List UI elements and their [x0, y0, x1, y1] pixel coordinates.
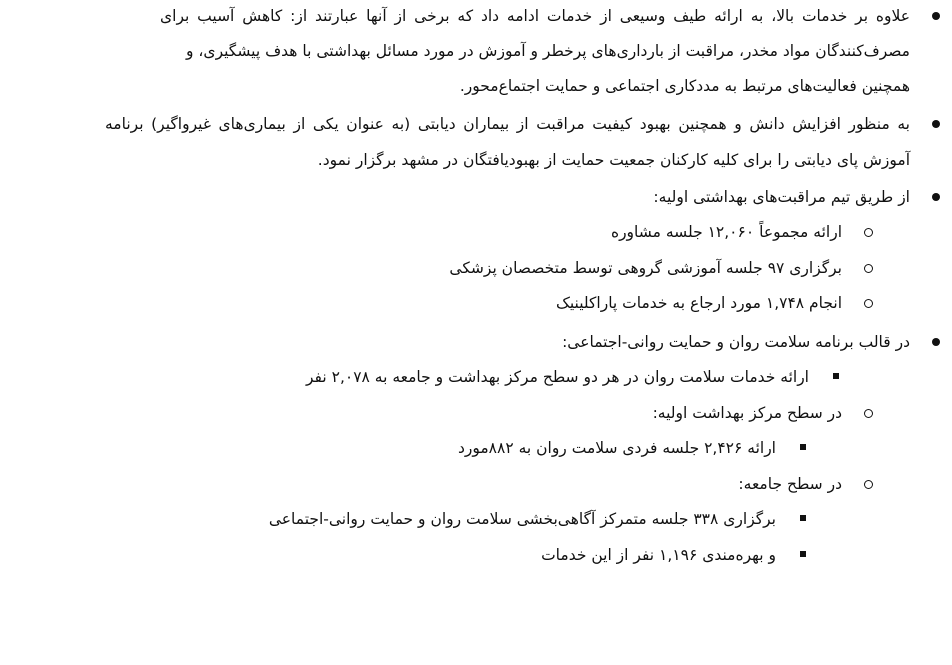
paragraph-line: مصرف‌کنندگان مواد مخدر، مراقبت از بارداری‌های پرخطر و آموزش در مورد مسائل بهداشتی با هدف پیشگیری، و: [186, 42, 910, 60]
sub-list-item-text: انجام ۱,۷۴۸ مورد ارجاع به خدمات پاراکلینیک: [556, 294, 842, 312]
list-item-continuation: [0, 33, 952, 69]
sub-list-item: [0, 250, 952, 286]
sub-list-item-text: ارائه مجموعاً ۱۲,۰۶۰ جلسه مشاوره: [610, 223, 842, 241]
sub-sub-list-item: [0, 430, 952, 466]
sub-list-item-text: در سطح جامعه:: [738, 475, 842, 493]
bullet-circle-icon: [864, 466, 873, 502]
bullet-disc-icon: [932, 324, 940, 360]
bullet-circle-icon: [864, 250, 873, 286]
sub-sub-list-item-text: و بهره‌مندی ۱,۱۹۶ نفر از این خدمات: [541, 546, 776, 564]
list-item: [0, 324, 952, 360]
list-item-text: از طریق تیم مراقبت‌های بهداشتی اولیه:: [653, 188, 910, 206]
list-item: [0, 179, 952, 215]
bullet-square-icon: [800, 501, 806, 537]
sub-list-item-text: برگزاری ۹۷ جلسه آموزشی گروهی توسط متخصصان پزشکی: [449, 259, 842, 277]
bullet-circle-icon: [864, 395, 873, 431]
sub-list-item-text: ارائه خدمات سلامت روان در هر دو سطح مرکز بهداشت و جامعه به ۲,۰۷۸ نفر: [305, 368, 809, 386]
sub-list-item: [0, 466, 952, 502]
paragraph-line: همچنین فعالیت‌های مرتبط به مددکاری اجتماعی و حمایت اجتماع‌محور.: [459, 77, 910, 95]
bullet-disc-icon: [932, 0, 940, 34]
paragraph-line: علاوه بر خدمات بالا، به ارائه طیف وسیعی از خدمات ادامه داد که برخی از آنها عبارتند از: کاهش آسیب برای: [160, 7, 910, 25]
list-item: [0, 0, 952, 34]
list-item: [0, 106, 952, 142]
sub-list-item-text: در سطح مرکز بهداشت اولیه:: [652, 404, 842, 422]
list-item-continuation: [0, 142, 952, 178]
sub-sub-list-item-text: برگزاری ۳۳۸ جلسه متمرکز آگاهی‌بخشی سلامت روان و حمایت روانی-اجتماعی: [268, 510, 776, 528]
sub-sub-list-item: [0, 537, 952, 573]
sub-list-item: [0, 395, 952, 431]
bullet-disc-icon: [932, 106, 940, 142]
list-item-text: در قالب برنامه سلامت روان و حمایت روانی-اجتماعی:: [562, 333, 910, 351]
paragraph-line: آموزش پای دیابتی را برای کلیه کارکنان جمعیت حمایت از بهبودیافتگان در مشهد برگزار نمود.: [317, 151, 910, 169]
paragraph-line: به منظور افزایش دانش و همچنین بهبود کیفیت مراقبت از بیماران دیابتی (به عنوان یکی از بیماری‌های غیرواگیر) برنامه: [105, 115, 910, 133]
sub-list-item: [0, 214, 952, 250]
bullet-circle-icon: [864, 285, 873, 321]
list-item-continuation: [0, 68, 952, 104]
bullet-square-icon: [800, 537, 806, 573]
sub-sub-list-item: [0, 501, 952, 537]
bullet-square-icon: [800, 430, 806, 466]
bullet-disc-icon: [932, 179, 940, 215]
sub-list-item: [0, 285, 952, 321]
bullet-circle-icon: [864, 214, 873, 250]
sub-list-item: [0, 359, 952, 395]
bullet-square-icon: [833, 359, 839, 395]
sub-sub-list-item-text: ارائه ۲,۴۲۶ جلسه فردی سلامت روان به ۸۸۲مورد: [457, 439, 776, 457]
